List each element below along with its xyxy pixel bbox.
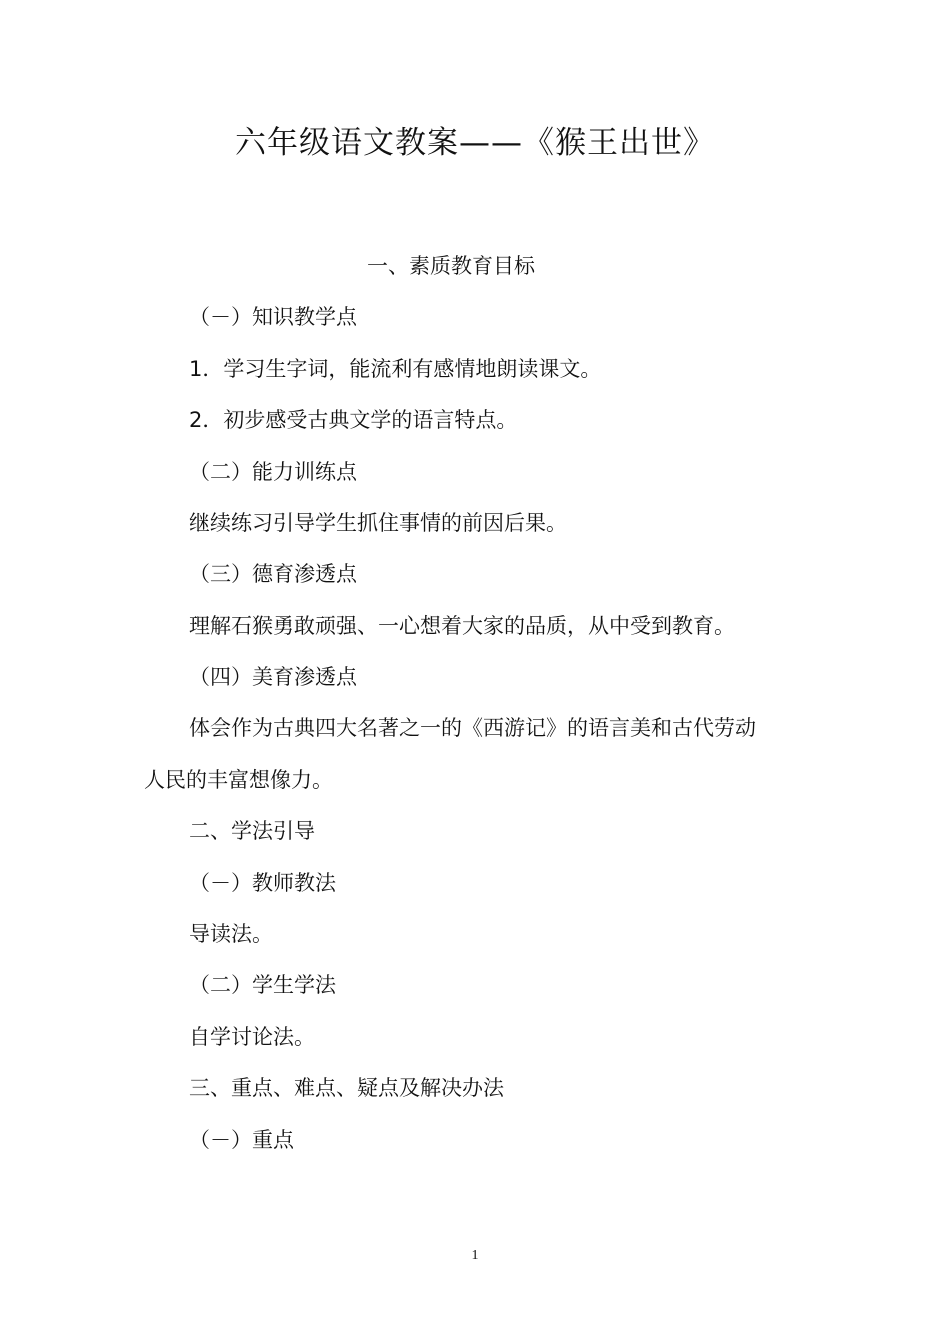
subheading-student-method: （二）学生学法	[189, 973, 336, 997]
subheading-key-point: （－）重点	[189, 1128, 294, 1152]
section-heading-key-points: 三、重点、难点、疑点及解决办法	[189, 1076, 504, 1100]
paragraph-aesthetic-line-1: 体会作为古典四大名著之一的《西游记》的语言美和古代劳动	[189, 716, 756, 740]
subheading-ability: （二）能力训练点	[189, 460, 357, 484]
section-heading-method: 二、学法引导	[189, 819, 315, 843]
paragraph-moral: 理解石猴勇敢顽强、一心想着大家的品质，从中受到教育。	[189, 614, 735, 638]
subheading-aesthetic: （四）美育渗透点	[189, 665, 357, 689]
list-item-2: 2．初步感受古典文学的语言特点。	[189, 408, 518, 432]
page-number: 1	[471, 1248, 479, 1263]
paragraph-student-method: 自学讨论法。	[189, 1025, 315, 1049]
section-heading-goals: 一、素质教育目标	[367, 254, 535, 278]
subheading-knowledge: （－）知识教学点	[189, 305, 357, 329]
list-item-1: 1．学习生字词，能流利有感情地朗读课文。	[189, 357, 602, 381]
paragraph-teacher-method: 导读法。	[189, 922, 273, 946]
subheading-teacher-method: （－）教师教法	[189, 871, 336, 895]
paragraph-ability: 继续练习引导学生抓住事情的前因后果。	[189, 511, 567, 535]
paragraph-aesthetic-line-2: 人民的丰富想像力。	[144, 768, 333, 792]
subheading-moral: （三）德育渗透点	[189, 562, 357, 586]
document-title: 六年级语文教案——《猴王出世》	[235, 125, 715, 161]
